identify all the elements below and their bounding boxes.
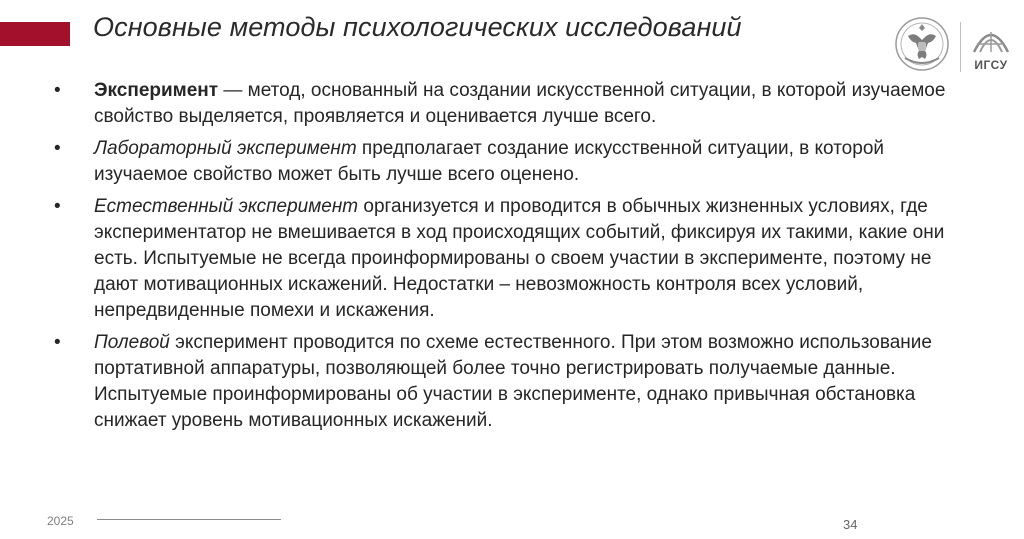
bullet-marker: • — [54, 138, 61, 159]
bullet-item — [50, 78, 970, 130]
title-accent-bar — [0, 22, 70, 46]
bullet-term: Полевой — [94, 332, 170, 353]
footer-divider — [97, 519, 281, 520]
bullet-item — [50, 194, 970, 324]
footer-year: 2025 — [47, 514, 74, 528]
bullet-marker: • — [54, 196, 61, 217]
bullet-text: — метод, основанный на создании искусственной ситуации, в которой изучаемое свойство выделяется, проявляется и оценивается лучше всего. — [94, 80, 946, 127]
logo-divider — [960, 22, 961, 72]
double-headed-eagle-icon — [893, 14, 951, 78]
igsu-logo-text: ИГСУ — [974, 58, 1008, 72]
bullet-item — [50, 136, 970, 188]
bullet-term: Естественный эксперимент — [94, 196, 359, 217]
bullet-item — [50, 330, 970, 434]
globe-arc-icon — [966, 22, 1016, 56]
bullet-text: предполагает создание искусственной ситуации, в которой изучаемое свойство может быть лучше всего оценено. — [94, 138, 884, 185]
bullet-term: Эксперимент — [94, 80, 219, 101]
bullet-marker: • — [54, 332, 61, 353]
bullet-text: организуется и проводится в обычных жизненных условиях, где экспериментатор не вмешивается в ход происходящих событий, фиксируя их такими, какие они есть. Испытуемые не всегда проинформированы о своем участии в эксперименте, поэтому не дают мотивационных искажений. Недостатки – невозможность контроля всех условий, непредвиденные помехи и искажения. — [94, 196, 945, 321]
slide-title: Основные методы психологических исследований — [93, 12, 742, 42]
page-number: 34 — [843, 517, 858, 532]
emblem-logo — [893, 14, 951, 78]
bullet-list — [50, 78, 970, 440]
bullet-marker: • — [54, 80, 61, 101]
igsu-logo — [966, 22, 1016, 78]
bullet-term: Лабораторный эксперимент — [94, 138, 357, 159]
bullet-text: эксперимент проводится по схеме естественного. При этом возможно использование портативной аппаратуры, позволяющей более точно регистрировать получаемые данные. Испытуемые проинформированы об участии в эксперименте, однако привычная обстановка снижает уровень мотивационных искажений. — [94, 332, 932, 431]
